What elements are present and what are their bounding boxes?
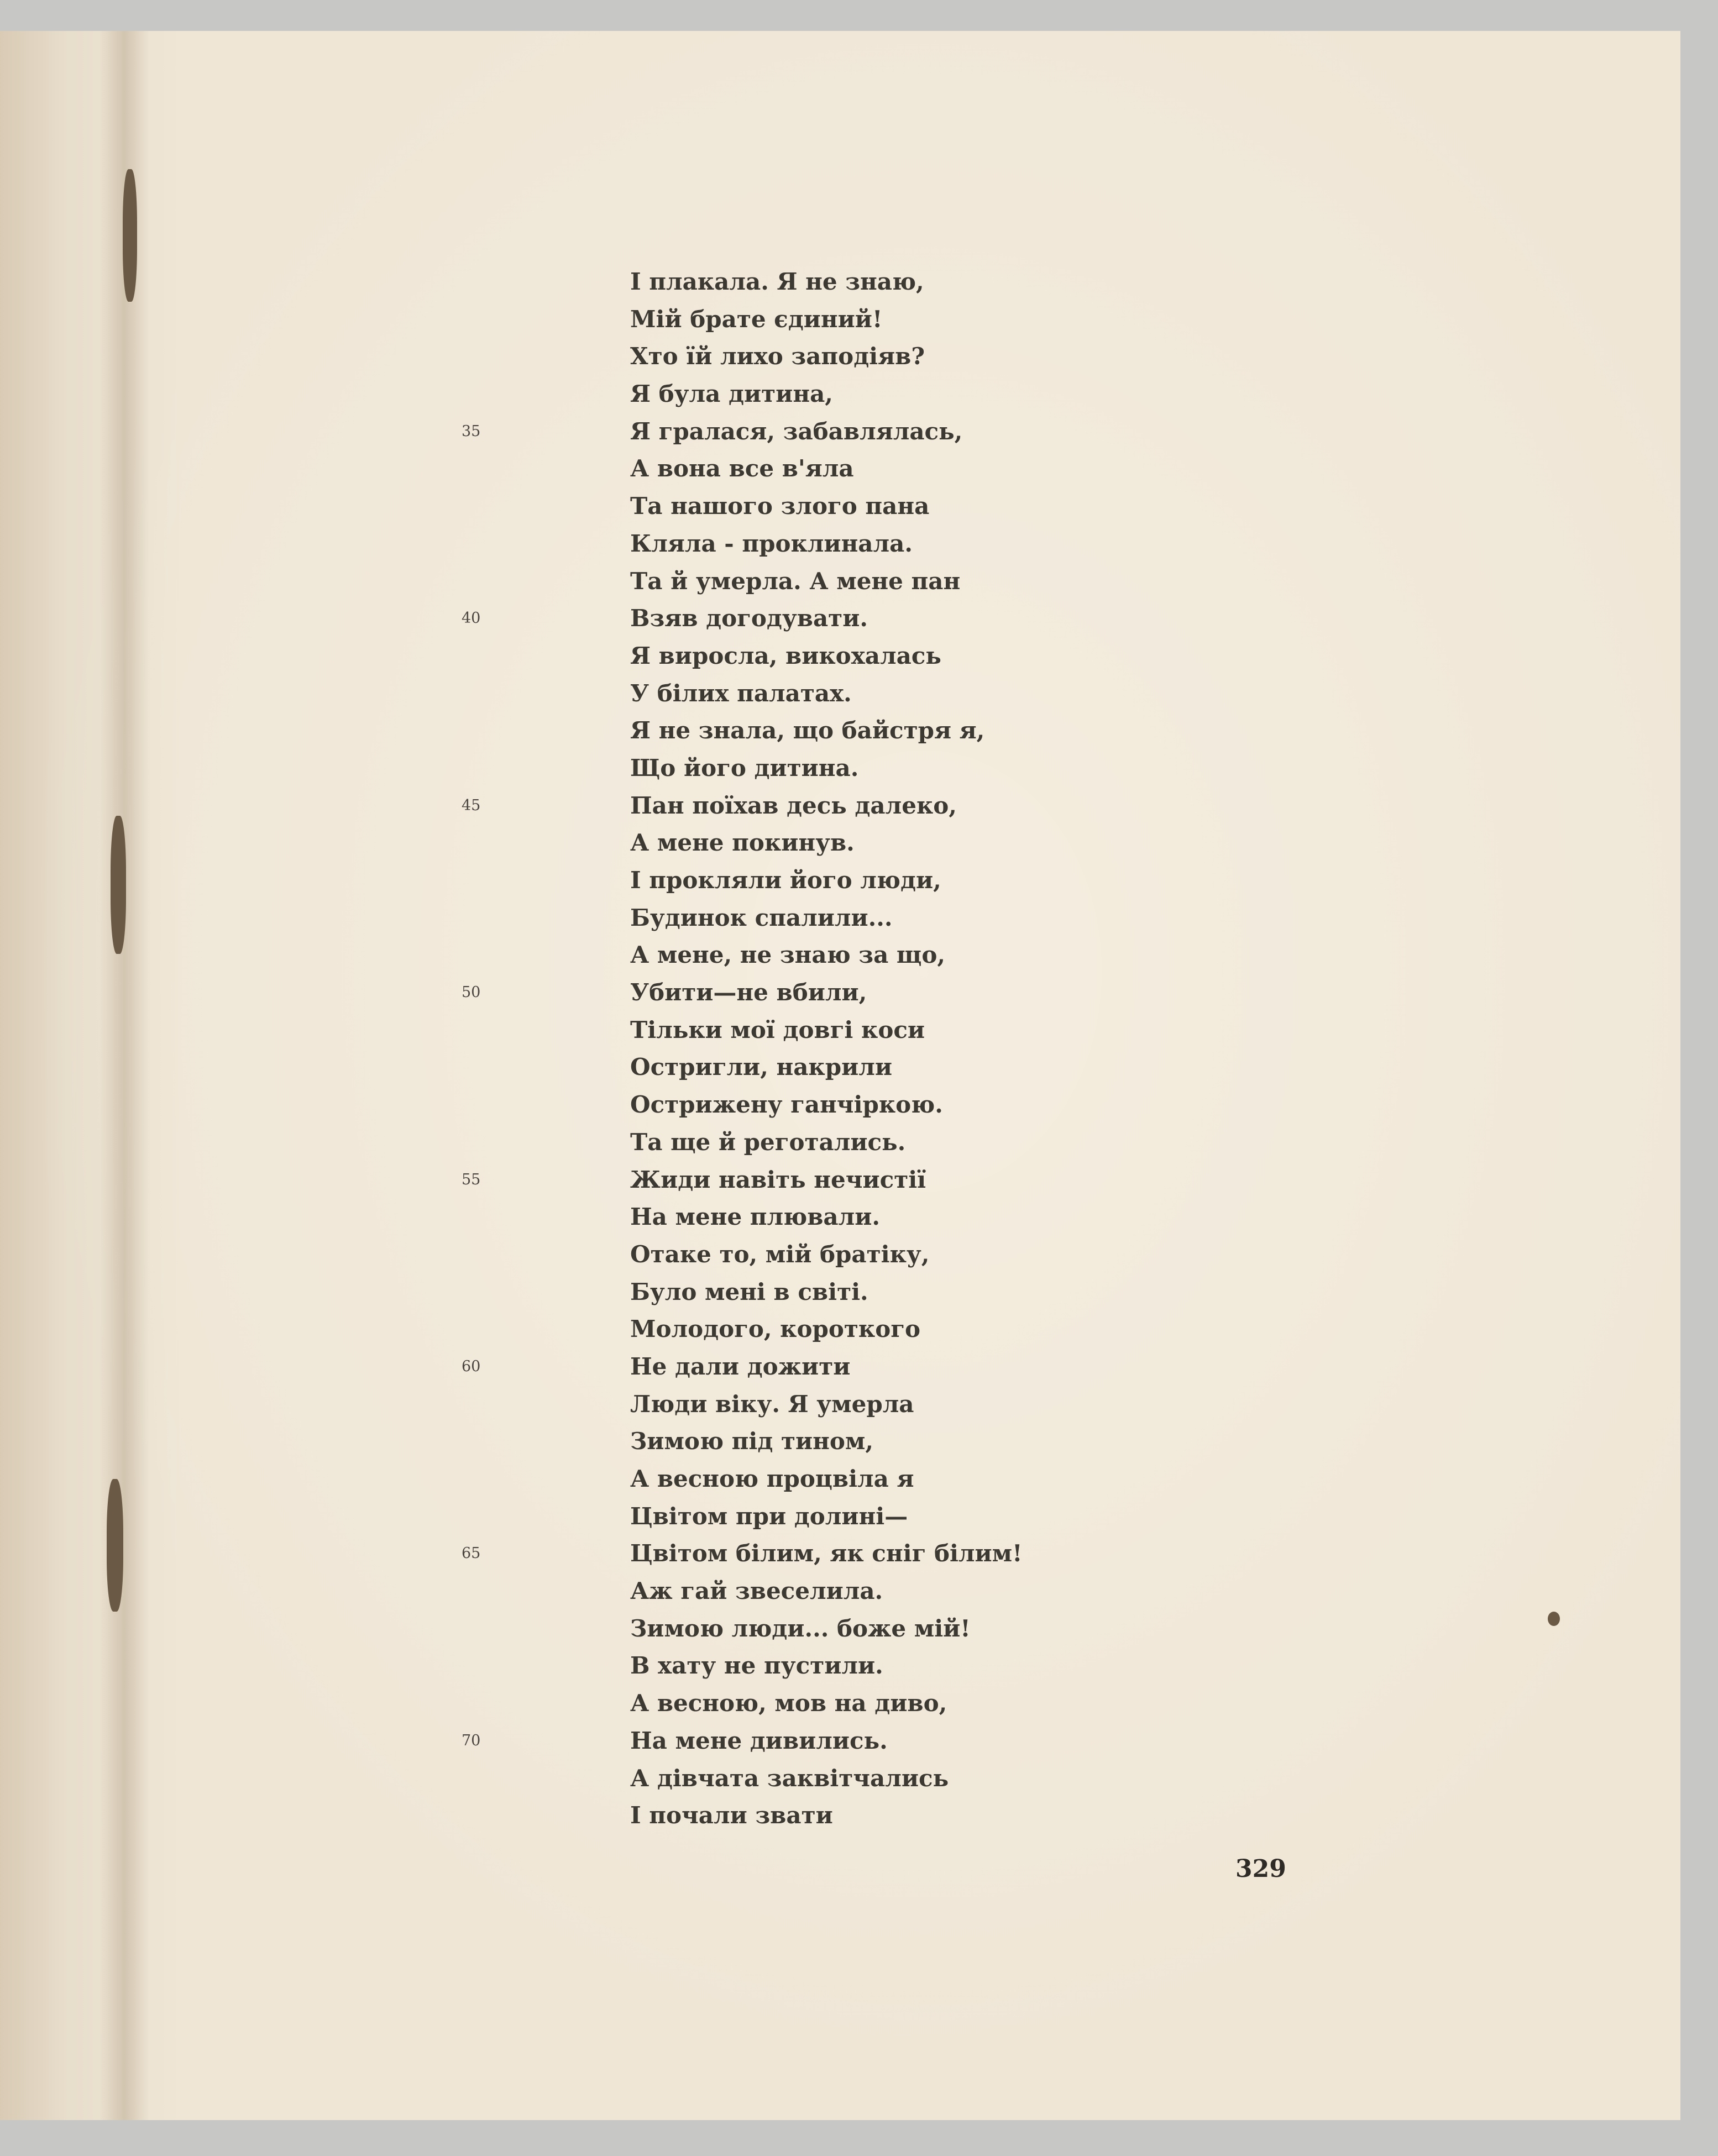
poem-line xyxy=(553,1760,1106,1797)
poem-line xyxy=(462,413,1106,450)
line-text: Я була дитина, xyxy=(630,380,833,408)
line-text: Взяв догодувати. xyxy=(630,605,868,632)
poem-line xyxy=(553,1572,1106,1610)
line-text: А мене, не знаю за що, xyxy=(630,941,945,969)
line-text: Аж гай звеселила. xyxy=(630,1577,883,1605)
poem-line xyxy=(462,600,1106,637)
poem-line xyxy=(553,749,1106,787)
line-number: 40 xyxy=(462,610,481,627)
poem-line xyxy=(553,1011,1106,1049)
poem-line xyxy=(553,675,1106,712)
line-text: Острижену ганчіркою. xyxy=(630,1091,943,1119)
poem-line xyxy=(553,899,1106,937)
poem-line xyxy=(553,824,1106,862)
poem-line xyxy=(553,1460,1106,1498)
line-text: На мене дивились. xyxy=(630,1727,888,1754)
poem-line xyxy=(462,1348,1106,1386)
poem-line xyxy=(553,1797,1106,1834)
poem-line xyxy=(553,1198,1106,1236)
line-text: Я гралася, забавлялась, xyxy=(630,417,963,445)
poem-line xyxy=(553,862,1106,899)
poem-line xyxy=(553,487,1106,525)
line-text: Хто їй лихо заподіяв? xyxy=(630,343,925,370)
line-text: Мій брате єдиний! xyxy=(630,305,883,333)
poem-line xyxy=(553,1498,1106,1535)
poem-line xyxy=(553,338,1106,375)
poem-line xyxy=(553,1124,1106,1161)
line-text: Пан поїхав десь далеко, xyxy=(630,791,957,819)
line-number: 55 xyxy=(462,1171,481,1188)
line-text: Та й умерла. А мене пан xyxy=(630,567,961,595)
poem-line xyxy=(553,1086,1106,1124)
line-text: Убити—не вбили, xyxy=(630,979,867,1006)
poem-line xyxy=(462,1722,1106,1760)
line-text: В хату не пустили. xyxy=(630,1652,883,1680)
poem-line xyxy=(553,525,1106,563)
poem-line xyxy=(553,637,1106,675)
poem-line xyxy=(553,263,1106,301)
stain-mark xyxy=(123,169,137,302)
poem-line xyxy=(553,1685,1106,1722)
line-number: 70 xyxy=(462,1732,481,1749)
poem-line xyxy=(553,375,1106,413)
poem-line xyxy=(462,787,1106,825)
line-text: А весною процвіла я xyxy=(630,1465,914,1492)
line-number: 60 xyxy=(462,1357,481,1375)
poem-line xyxy=(553,712,1106,749)
poem-line xyxy=(462,974,1106,1011)
line-text: Молодого, короткого xyxy=(630,1315,920,1343)
line-text: Я не знала, що байстря я, xyxy=(630,717,985,744)
line-number: 45 xyxy=(462,796,481,814)
line-text: Тільки мої довгі коси xyxy=(630,1016,925,1043)
line-text: На мене плювали. xyxy=(630,1203,881,1231)
line-text: А весною, мов на диво, xyxy=(630,1690,947,1717)
line-text: Будинок спалили... xyxy=(630,904,893,931)
poem-line xyxy=(553,936,1106,974)
poem-line xyxy=(553,301,1106,338)
poem-text xyxy=(462,263,1106,1834)
line-text: Та нашого злого пана xyxy=(630,492,930,520)
line-text: Зимою під тином, xyxy=(630,1428,873,1455)
poem-line xyxy=(553,1236,1106,1273)
line-text: У білих палатах. xyxy=(630,679,852,707)
line-text: Було мені в світі. xyxy=(630,1278,868,1305)
poem-line xyxy=(462,1535,1106,1572)
poem-line xyxy=(553,1273,1106,1311)
poem-line xyxy=(553,1610,1106,1648)
line-text: Не дали дожити xyxy=(630,1352,851,1380)
line-number: 65 xyxy=(462,1545,481,1562)
line-text: Я виросла, викохалась xyxy=(630,642,941,669)
line-text: Цвітом при долині— xyxy=(630,1502,908,1530)
line-text: Зимою люди... боже мій! xyxy=(630,1614,971,1642)
line-text: І прокляли його люди, xyxy=(630,867,941,894)
gutter-shadow xyxy=(99,31,149,2120)
poem-line xyxy=(553,563,1106,600)
line-text: А вона все в'яла xyxy=(630,455,854,482)
line-text: А дівчата заквітчались xyxy=(630,1764,949,1792)
stain-mark xyxy=(111,816,126,954)
line-text: Жиди навіть нечистії xyxy=(630,1166,926,1193)
poem-line xyxy=(553,1647,1106,1685)
line-text: Отаке то, мій братіку, xyxy=(630,1240,930,1268)
book-page xyxy=(0,31,1680,2120)
poem-line xyxy=(553,1423,1106,1460)
line-text: І почали звати xyxy=(630,1802,833,1829)
line-text: Цвітом білим, як сніг білим! xyxy=(630,1540,1023,1567)
line-text: Що його дитина. xyxy=(630,754,859,781)
line-text: Остригли, накрили xyxy=(630,1053,893,1081)
poem-line xyxy=(553,1310,1106,1348)
poem-line xyxy=(462,1161,1106,1199)
poem-line xyxy=(553,1386,1106,1423)
line-text: І плакала. Я не знаю, xyxy=(630,268,924,295)
line-number: 35 xyxy=(462,422,481,440)
poem-line xyxy=(553,450,1106,487)
line-text: Та ще й реготались. xyxy=(630,1128,906,1156)
stain-mark xyxy=(107,1479,123,1612)
poem-line xyxy=(553,1048,1106,1086)
line-text: Люди віку. Я умерла xyxy=(630,1390,914,1418)
line-text: Кляла - проклинала. xyxy=(630,529,913,557)
line-number: 50 xyxy=(462,984,481,1001)
line-text: А мене покинув. xyxy=(630,829,855,857)
page-number: 329 xyxy=(1235,1855,1286,1883)
stain-mark xyxy=(1548,1612,1560,1626)
